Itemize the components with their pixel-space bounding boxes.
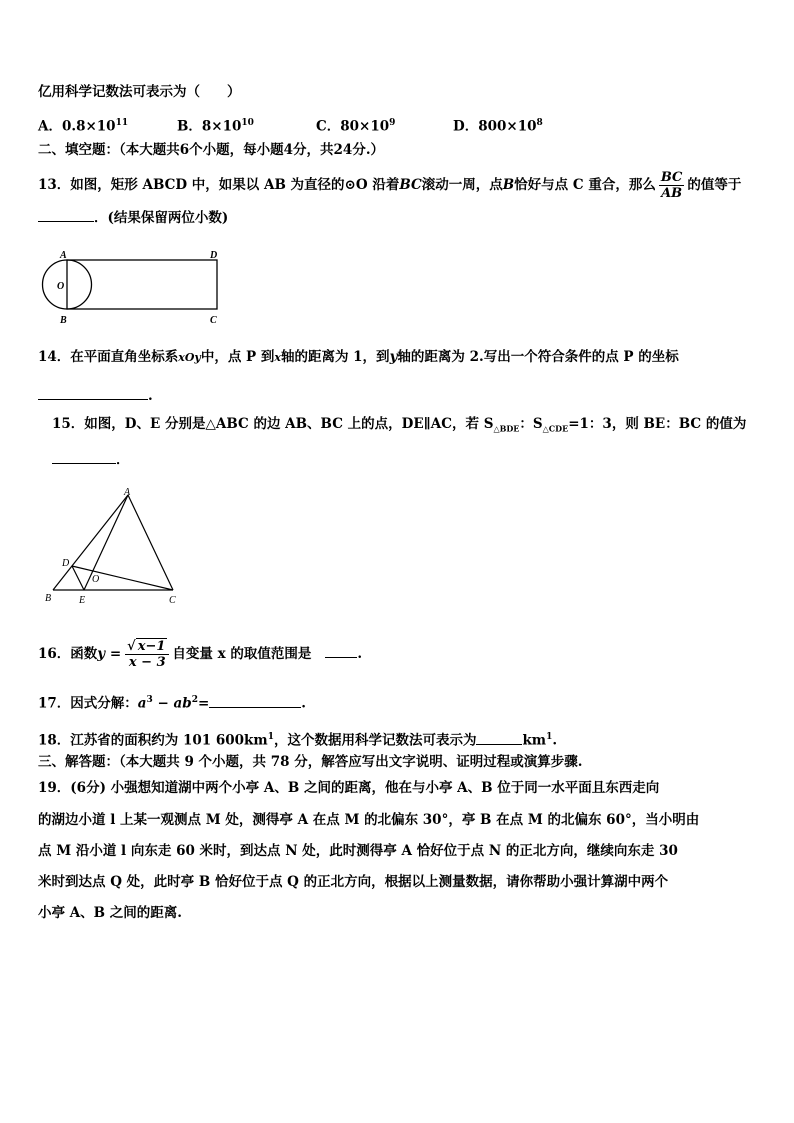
q13-answer-blank[interactable] xyxy=(38,207,94,222)
label-o: O xyxy=(92,574,100,585)
rectangle-abcd xyxy=(67,260,217,309)
label-d: D xyxy=(62,558,70,569)
q14-line2: . xyxy=(38,385,153,406)
q15-answer-blank[interactable] xyxy=(52,449,116,464)
q17-answer-blank[interactable] xyxy=(209,693,301,708)
segment-de xyxy=(72,566,84,590)
label-a: A xyxy=(60,250,67,261)
label-o: O xyxy=(57,281,65,292)
q12-option-a: A．$0.8\times 10^{11}$ xyxy=(38,118,129,135)
q15-text: 15．如图，D、E 分别是△ABC 的边 AB、BC 上的点，DE∥AC，若 $S_{\triangle BDE}$：$S_{\triangle CDE}=1$：3，则 BE：BC 的值为 xyxy=(52,416,747,434)
q17-text: 17．因式分解：$a^3 - ab^2=$ . xyxy=(38,690,306,714)
q13-figure xyxy=(40,244,230,328)
label-c: C xyxy=(210,315,217,326)
q19-line-1: 19．(6分) 小强想知道湖中两个小亭 A、B 之间的距离，他在与小亭 A、B 位于同一水平面且东西走向 xyxy=(38,780,660,796)
q13-line2: ．(结果保留两位小数) xyxy=(38,207,228,228)
q19-line-2: 的湖边小道 l 上某一观测点 M 处，测得亭 A 在点 M 的北偏东 30°，亭 B 在点 M 的北偏东 60°，当小明由 xyxy=(38,812,700,828)
label-b: B xyxy=(45,593,52,604)
q12-stem: 亿用科学记数法可表示为（ ） xyxy=(38,84,241,100)
q16-answer-blank[interactable] xyxy=(325,643,357,658)
q12-option-d: D．$800\times 10^8$ xyxy=(453,118,543,135)
label-e: E xyxy=(79,595,86,606)
q13-text: 13．如图，矩形 ABCD 中，如果以 AB 为直径的⊙O 沿着BC滚动一周，点B恰好与点 C 重合，那么 $\frac{BC}{AB}$ 的值等于 xyxy=(38,170,742,201)
label-a: A xyxy=(124,487,131,498)
q14-text: 14．在平面直角坐标系xOy中，点 P 到x轴的距离为 1，到y轴的距离为 2.写出一个符合条件的点 P 的坐标 xyxy=(38,349,679,365)
label-d: D xyxy=(210,250,218,261)
q12-option-c: C．$80\times 10^9$ xyxy=(316,118,396,135)
q12-option-b: B．$8\times 10^{10}$ xyxy=(177,118,254,135)
label-c: C xyxy=(169,595,176,606)
section2-title: 二、填空题：（本大题共6个小题，每小题4分，共24分.） xyxy=(38,142,385,158)
label-b: B xyxy=(60,315,67,326)
q19-line-5: 小亭 A、B 之间的距离. xyxy=(38,905,182,921)
q19-line-4: 米时到达点 Q 处，此时亭 B 恰好位于点 Q 的正北方向，根据以上测量数据，请你帮助小强计算湖中两个 xyxy=(38,874,669,890)
q18-text: 18．江苏省的面积约为 101 $600km^1$，这个数据用科学记数法可表示为 $km^1$. xyxy=(38,727,557,751)
q19-line-3: 点 M 沿小道 l 向东走 60 米时，到达点 N 处，此时测得亭 A 恰好位于点 N 的正北方向，继续向东走 30 xyxy=(38,843,678,859)
segment-dc xyxy=(72,566,173,590)
q13-fraction: $\frac{BC}{AB}$ xyxy=(660,170,683,201)
q16-text: 16．函数y = $\frac{√ x-1}{x - 3}$ 自变量 x 的取值范围是 . xyxy=(38,639,363,670)
side-ac xyxy=(128,495,173,590)
q16-fraction: $\frac{√ x-1}{x - 3}$ xyxy=(125,639,169,670)
q14-answer-blank[interactable] xyxy=(38,385,148,400)
section3-title: 三、解答题：（本大题共 9 个小题，共 78 分，解答应写出文字说明、证明过程或演算步骤. xyxy=(38,754,583,770)
q18-answer-blank[interactable] xyxy=(476,730,522,745)
q15-line2: ． xyxy=(52,449,130,470)
q15-figure xyxy=(40,484,190,608)
